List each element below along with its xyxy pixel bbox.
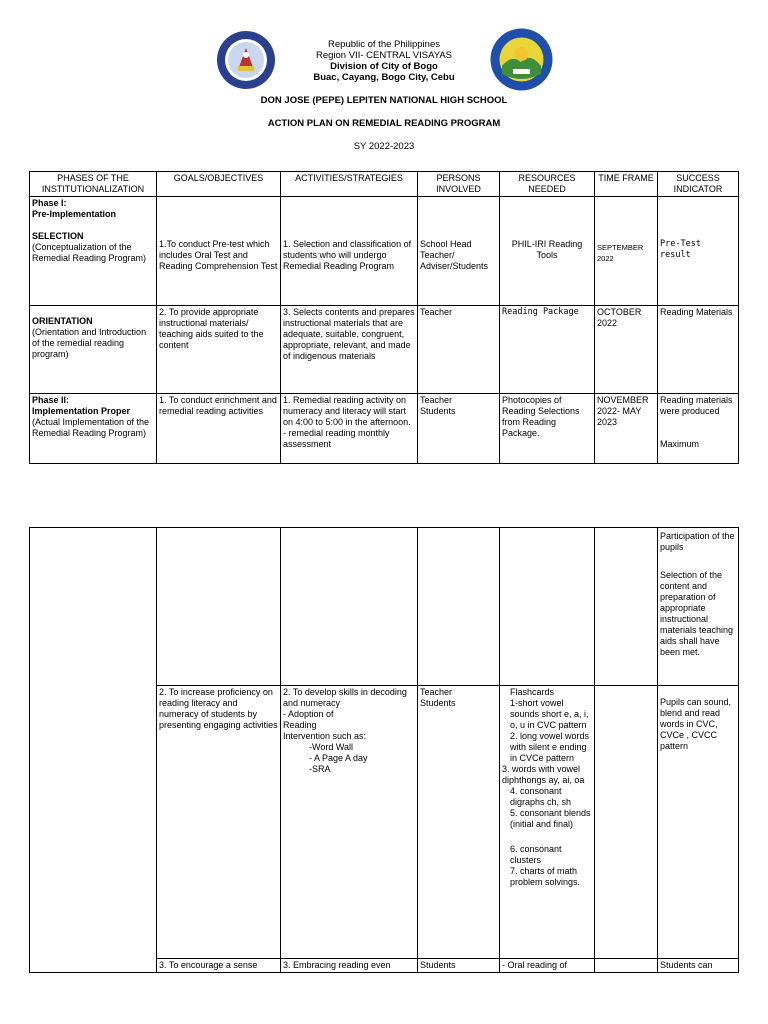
header-division: Division of City of Bogo <box>330 61 438 72</box>
table-row <box>30 394 739 464</box>
phase-name: Pre-Implementation <box>32 209 117 219</box>
resource-item: 1-short vowel sounds short e, a, i, o, u in CVC pattern <box>510 698 589 730</box>
intervention-item: -SRA <box>309 764 331 774</box>
resource-item: 7. charts of math problem solvings. <box>510 866 581 887</box>
goal-cell: 1.To conduct Pre-test which includes Oral Test and Reading Comprehension Test <box>157 197 281 306</box>
time-frame-cell <box>595 686 658 959</box>
activity-cell: 3. Selects contents and prepares instructional materials that are adequate, suitable, congruent, appropriate, relevant, and made of indigenous materials <box>281 306 418 394</box>
header-address: Buac, Cayang, Bogo City, Cebu <box>313 72 455 83</box>
phase-description: (Conceptualization of the Remedial Reading Program) <box>32 242 147 263</box>
time-frame-cell: OCTOBER 2022 <box>595 306 658 394</box>
column-header: PHASES OF THE INSTITUTIONALIZATION <box>30 172 157 197</box>
time-frame-cell <box>595 959 658 973</box>
column-header: PERSONS INVOLVED <box>418 172 500 197</box>
goal-cell: 3. To encourage a sense <box>157 959 281 973</box>
action-plan-table-page1 <box>29 171 739 464</box>
phase-cell <box>30 306 157 394</box>
activity-cell: 3. Embracing reading even <box>281 959 418 973</box>
activity-cell <box>281 528 418 686</box>
goal-cell: 2. To increase proficiency on reading literacy and numeracy of students by presenting engaging activities <box>157 686 281 959</box>
resource-item: 5. consonant blends (initial and final) <box>510 808 591 829</box>
activity-cell <box>281 686 418 959</box>
success-text: Participation of the pupils <box>660 531 735 552</box>
success-indicator-cell: Reading Materials <box>658 306 739 394</box>
success-indicator-cell <box>658 394 739 464</box>
header-republic: Republic of the Philippines <box>328 39 440 50</box>
activity-text: 1. Remedial reading activity on numeracy and literacy will start on 4:00 to 5:00 in the afternoon. <box>283 395 411 427</box>
resources-cell: - Oral reading of <box>500 959 595 973</box>
success-text: Maximum <box>660 439 700 449</box>
person-text: Teacher <box>420 395 453 405</box>
column-header: RESOURCES NEEDED <box>500 172 595 197</box>
activity-text: Reading <box>283 720 317 730</box>
activity-text: - Adoption of <box>283 709 334 719</box>
time-frame-cell: SEPTEMBER 2022 <box>595 197 658 306</box>
phase-cell <box>30 197 157 306</box>
intervention-item: - A Page A day <box>309 753 368 763</box>
phase-description: (Orientation and Introduction of the remedial reading program) <box>32 327 147 359</box>
intervention-item: -Word Wall <box>309 742 354 752</box>
success-text: Reading materials were produced <box>660 395 733 416</box>
phase-sub-heading: ORIENTATION <box>32 316 93 326</box>
table-row <box>30 197 739 306</box>
success-indicator-cell: Pupils can sound, blend and read words in CVC, CVCe , CVCC pattern <box>658 686 739 959</box>
person-text: Teacher <box>420 687 453 697</box>
table-row <box>30 306 739 394</box>
resource-item: 4. consonant digraphs ch, sh <box>510 786 572 807</box>
goal-cell: 1. To conduct enrichment and remedial reading activities <box>157 394 281 464</box>
column-header: SUCCESS INDICATOR <box>658 172 739 197</box>
school-name: DON JOSE (PEPE) LEPITEN NATIONAL HIGH SCHOOL <box>260 95 508 106</box>
persons-cell: School Head Teacher/ Adviser/Students <box>418 197 500 306</box>
phase-name: Implementation Proper <box>32 406 131 416</box>
persons-cell <box>418 528 500 686</box>
resources-cell: Reading Package <box>500 306 595 394</box>
goal-cell <box>157 528 281 686</box>
goal-cell: 2. To provide appropriate instructional materials/ teaching aids suited to the content <box>157 306 281 394</box>
person-text: Students <box>420 406 456 416</box>
persons-cell <box>418 394 500 464</box>
phase-label: Phase I: <box>32 198 67 208</box>
phase-label: Phase II: <box>32 395 70 405</box>
success-text: Selection of the content and preparation of appropriate instructional materials teaching aids shall have been met. <box>660 570 734 657</box>
resources-cell: Photocopies of Reading Selections from Reading Package. <box>500 394 595 464</box>
header-region: Region VII- CENTRAL VISAYAS <box>315 50 453 61</box>
action-plan-table-page2 <box>29 527 739 973</box>
time-frame-cell <box>595 528 658 686</box>
persons-cell: Students <box>418 959 500 973</box>
school-year: SY 2022-2023 <box>353 141 415 152</box>
table-row <box>30 528 739 686</box>
resource-item: 3. words with vowel diphthongs ay, ai, oa <box>502 764 585 785</box>
phase-sub-heading: SELECTION <box>32 231 84 241</box>
activity-text: 2. To develop skills in decoding and numeracy <box>283 687 407 708</box>
activity-cell: 1. Selection and classification of students who will undergo Remedial Reading Program <box>281 197 418 306</box>
activity-text: Intervention such as: <box>283 731 367 741</box>
resource-item: 2. long vowel words with silent e ending in CVCe pattern <box>510 731 590 763</box>
person-text: Students <box>420 698 456 708</box>
phase-description: (Actual Implementation of the Remedial Reading Program) <box>32 417 150 438</box>
success-indicator-cell: Students can <box>658 959 739 973</box>
resource-title: Flashcards <box>510 687 555 697</box>
success-indicator-cell: Pre-Test result <box>658 197 739 306</box>
success-indicator-cell <box>658 528 739 686</box>
resources-cell: PHIL-IRI Reading Tools <box>500 197 595 306</box>
table-header-row <box>30 172 739 197</box>
persons-cell <box>418 686 500 959</box>
column-header: ACTIVITIES/STRATEGIES <box>281 172 418 197</box>
phase-cell <box>30 528 157 973</box>
column-header: TIME FRAME <box>595 172 658 197</box>
persons-cell: Teacher <box>418 306 500 394</box>
time-frame-cell: NOVEMBER 2022- MAY 2023 <box>595 394 658 464</box>
activity-text: - remedial reading monthly assessment <box>283 428 390 449</box>
document-title: ACTION PLAN ON REMEDIAL READING PROGRAM <box>267 118 501 129</box>
resources-cell <box>500 686 595 959</box>
resource-item: 6. consonant clusters <box>510 844 562 865</box>
column-header: GOALS/OBJECTIVES <box>157 172 281 197</box>
activity-cell <box>281 394 418 464</box>
resources-cell <box>500 528 595 686</box>
phase-cell <box>30 394 157 464</box>
